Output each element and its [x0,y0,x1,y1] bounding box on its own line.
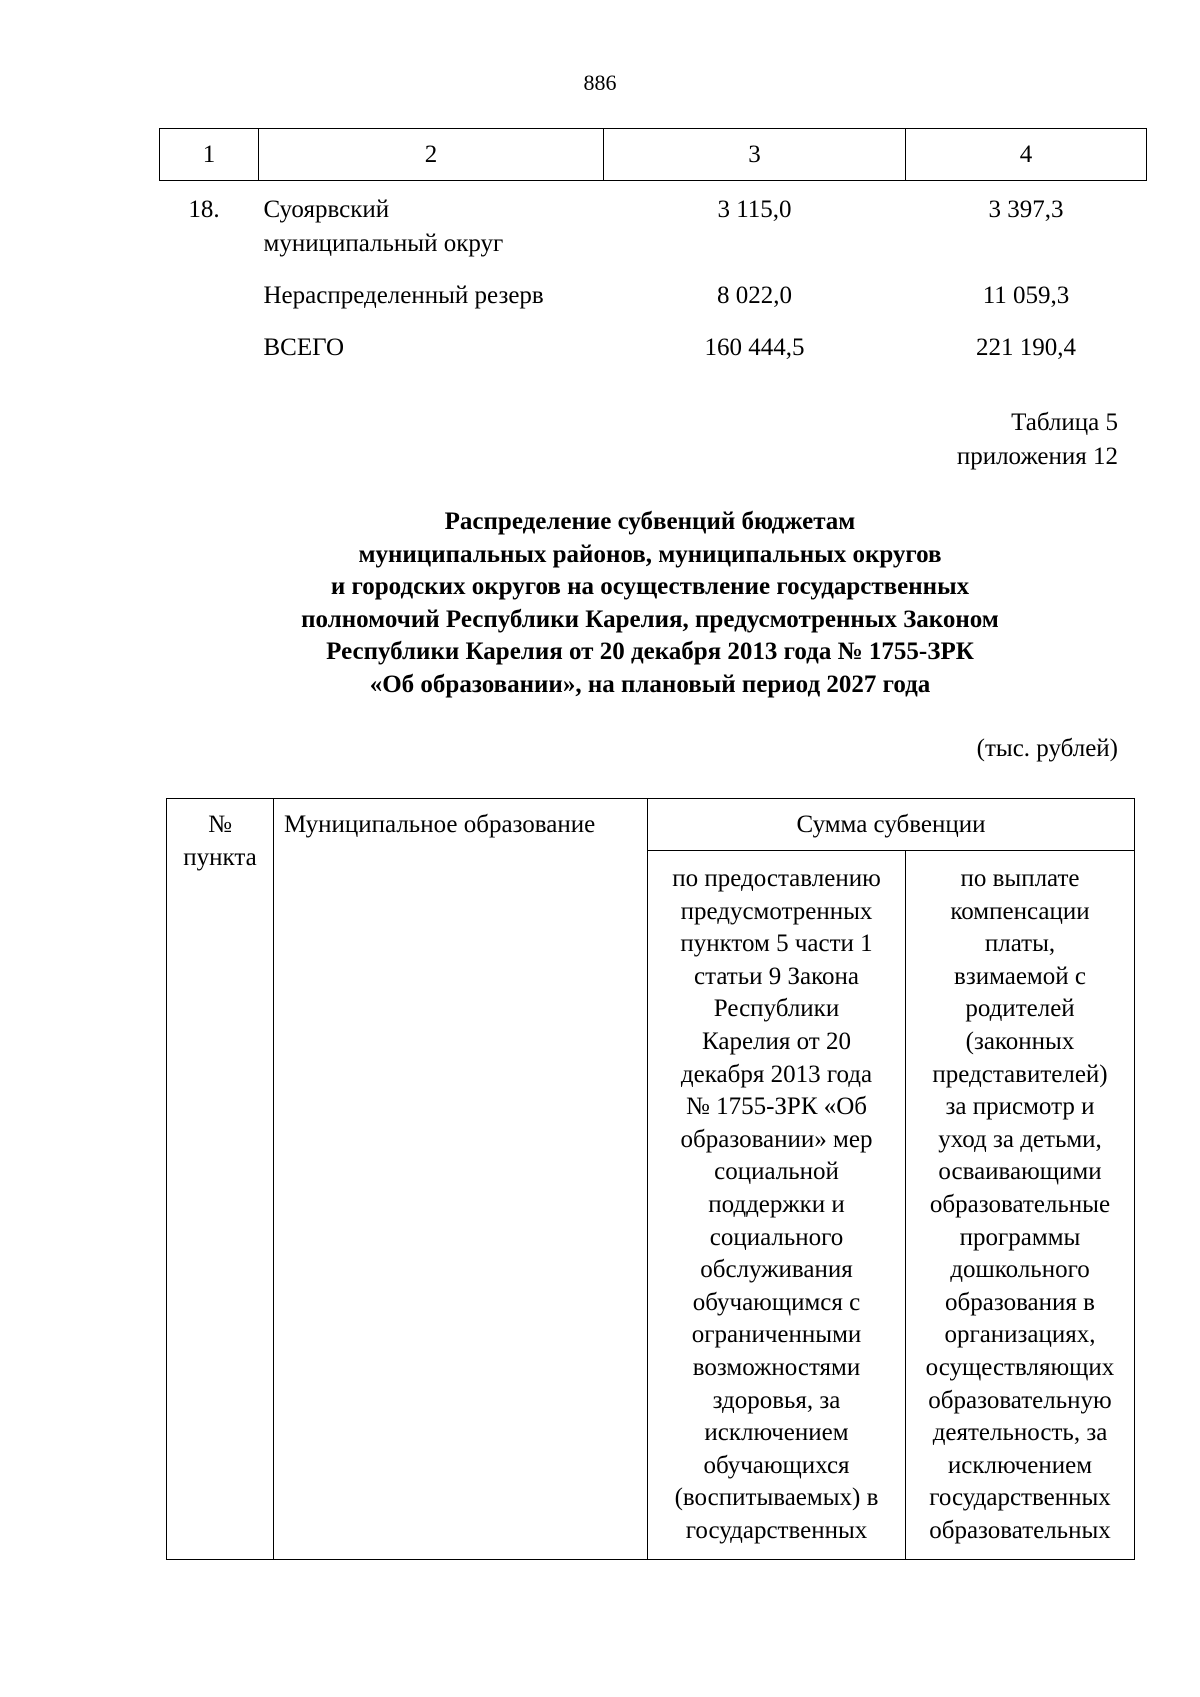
header-cell: 4 [906,129,1147,181]
row-name-line: муниципальный округ [263,230,504,257]
header-text-line: образования в [945,1288,1095,1316]
title-line: «Об образовании», на плановый период 2027 года [369,670,931,698]
title-line: Республики Карелия от 20 декабря 2013 года № 1755-ЗРК [326,638,974,665]
header-text-line: возможностями [692,1353,861,1381]
header-text-line: образовании» мер [680,1125,873,1153]
header-text-line: программы [959,1223,1081,1251]
header-text-line: по выплате [960,865,1080,892]
header-text-line: представителей) [932,1060,1108,1088]
table-reference-line: приложения 12 [956,443,1118,470]
table-row [160,181,1147,262]
row-value-col4: 3 397,3 [988,196,1064,223]
header-text-line: исключением [947,1451,1093,1479]
header-text-line: № 1755-ЗРК «Об [685,1093,868,1121]
row-name-line: Суоярвский [263,196,390,223]
row-value-col4: 11 059,3 [982,282,1070,309]
row-name: ВСЕГО [263,334,345,361]
page-number: 886 [583,70,617,95]
header-text-line: поддержки и [708,1190,845,1218]
units-label: (тыс. рублей) [976,735,1118,762]
header-text-line: обслуживания [700,1256,853,1284]
header-text-line: осуществляющих [925,1353,1115,1381]
row-value-col3: 8 022,0 [717,282,792,309]
header-text-line: (воспитываемых) в [674,1484,879,1512]
header-text-line: декабря 2013 года [680,1060,873,1088]
header-text-line: Республики [713,995,840,1023]
header-text-line: (законных [965,1027,1075,1055]
header-text-line: обучающихся [703,1451,850,1479]
header-text-line: образовательных [929,1516,1111,1544]
header-text-line: организациях, [944,1321,1096,1349]
header-cell: 1 [160,129,259,181]
header-municipality: Муниципальное образование [274,799,648,1560]
header-text-line: дошкольного [950,1256,1090,1284]
table-row-total [160,313,1147,365]
header-text-line: социальной [714,1158,839,1186]
header-text-line: статьи 9 Закона [694,962,859,990]
header-cell: 3 [604,129,906,181]
header-text-line: деятельность, за [932,1419,1108,1447]
row-value-col3: 3 115,0 [717,196,792,223]
table-title [160,506,1140,701]
row-name [259,181,604,262]
title-line: муниципальных районов, муниципальных округов [358,540,942,568]
header-text-line: родителей [965,995,1075,1023]
header-text-line: исключением [704,1419,849,1447]
header-line: № [208,811,232,838]
header-text-line: осваивающими [938,1158,1102,1186]
header-cell: 2 [259,129,604,181]
header-subvention-sum: Сумма субвенции [648,799,1135,851]
header-text-line: ограниченными [691,1321,862,1349]
header-line: пункта [183,843,257,871]
header-text-line: образовательную [928,1386,1112,1414]
header-text-line: здоровья, за [712,1386,841,1414]
header-text-line: взимаемой с [954,962,1086,990]
title-line: полномочий Республики Карелия, предусмотренных Законом [301,605,999,633]
title-line: Распределение субвенций бюджетам [444,508,856,535]
row-value-col4: 221 190,4 [976,334,1076,361]
header-text-line: социального [709,1223,844,1251]
header-text-line: за присмотр и [945,1093,1095,1121]
row-number [160,261,259,313]
header-text-line: по предоставлению [672,865,881,892]
header-text-line: государственных [929,1484,1111,1512]
header-text-line: компенсации [950,897,1090,925]
title-line: и городских округов на осуществление государственных [330,573,970,600]
subvention-table [166,798,1135,1560]
header-text-line: государственных [685,1516,868,1544]
header-item-number [167,799,274,1560]
header-text-line: пунктом 5 части 1 [680,930,873,958]
continuation-table [159,128,1147,365]
header-text-line: образовательные [929,1190,1111,1218]
header-text-line: предусмотренных [680,897,873,925]
table-row [160,261,1147,313]
table-reference [957,406,1118,474]
header-text-line: Карелия от 20 [702,1027,851,1055]
row-name: Нераспределенный резерв [263,282,544,309]
table-reference-line: Таблица 5 [1011,409,1118,436]
header-text-line: уход за детьми, [938,1125,1102,1153]
row-value-col3: 160 444,5 [704,334,805,361]
header-row-1 [167,799,1135,851]
header-text-line: платы, [984,930,1056,958]
continuation-header-row [160,129,1147,181]
header-sub-social-support [648,851,906,1560]
header-text-line: обучающимся с [692,1288,861,1316]
row-number [160,313,259,365]
row-number: 18. [188,196,220,223]
header-sub-compensation [906,851,1135,1560]
